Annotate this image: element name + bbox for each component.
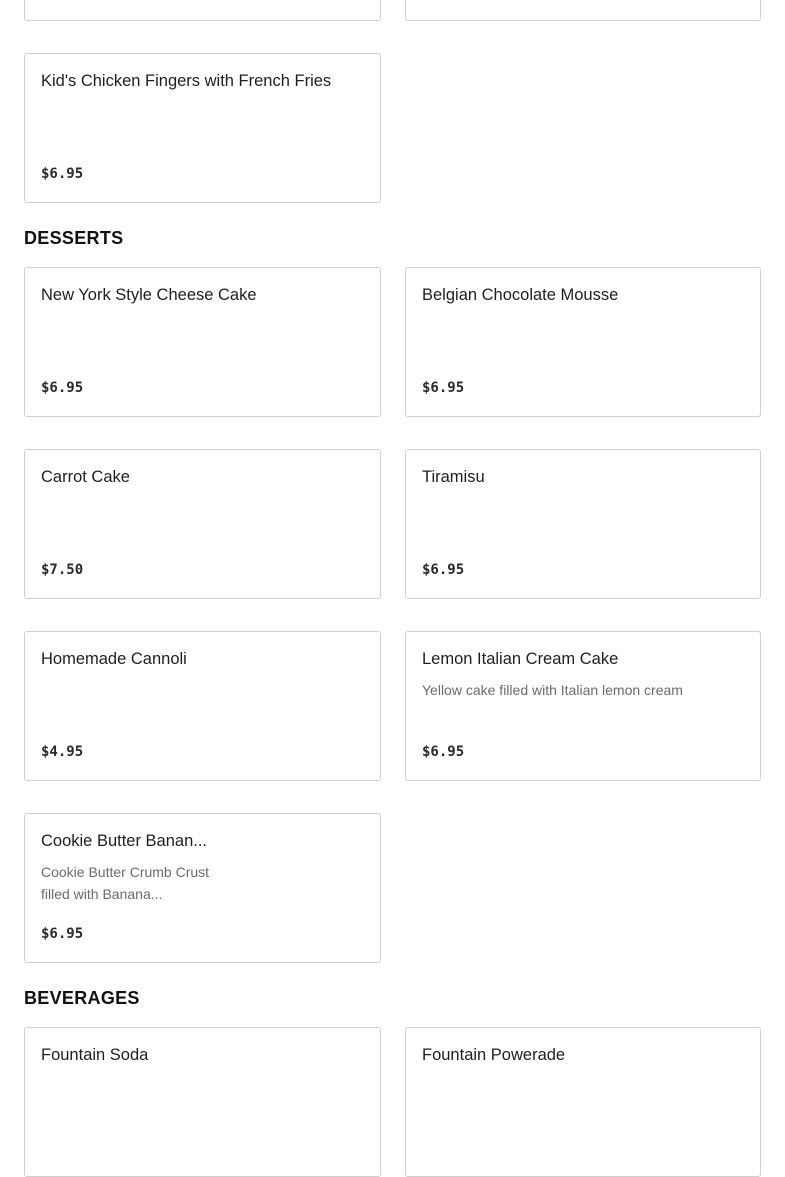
menu-item-card[interactable] xyxy=(405,449,761,599)
section-title-beverages: BEVERAGES xyxy=(24,988,140,1008)
menu-item-card[interactable] xyxy=(24,267,381,417)
menu-item-card[interactable] xyxy=(24,813,381,963)
menu-item-price: $6.95 xyxy=(41,380,84,396)
menu-item-description: Yellow cake filled with Italian lemon cream xyxy=(422,682,683,698)
menu-item-name: Homemade Cannoli xyxy=(41,650,187,668)
menu-item-card[interactable] xyxy=(24,0,381,21)
menu-item-name: Cookie Butter Banan... xyxy=(41,832,208,850)
menu-item-price: $6.95 xyxy=(41,926,84,942)
menu-item-name: Tiramisu xyxy=(422,468,485,486)
menu-item-card[interactable] xyxy=(24,1027,381,1177)
menu-item-name: Fountain Soda xyxy=(41,1046,149,1064)
menu-item-name: Lemon Italian Cream Cake xyxy=(422,650,619,668)
menu-item-price: $7.50 xyxy=(41,562,84,578)
menu-item-description-line: filled with Banana... xyxy=(41,886,163,902)
menu-item-name: Belgian Chocolate Mousse xyxy=(422,286,619,304)
menu-item-card[interactable] xyxy=(24,631,381,781)
menu-item-card[interactable] xyxy=(405,631,761,781)
menu-item-name: New York Style Cheese Cake xyxy=(41,286,257,304)
section-title-desserts: DESSERTS xyxy=(24,228,124,248)
menu-item-price: $4.95 xyxy=(41,744,84,760)
menu-item-description-line: Cookie Butter Crumb Crust xyxy=(41,864,210,880)
menu-item-name: Carrot Cake xyxy=(41,468,130,486)
menu-item-card[interactable] xyxy=(405,0,761,21)
menu-item-card[interactable] xyxy=(24,449,381,599)
menu-item-price: $6.95 xyxy=(422,744,465,760)
menu-item-price: $6.95 xyxy=(422,380,465,396)
menu-item-name: Fountain Powerade xyxy=(422,1046,566,1064)
menu-item-description xyxy=(41,861,209,905)
menu-item-name: Kid's Chicken Fingers with French Fries xyxy=(41,72,332,90)
menu-item-card[interactable] xyxy=(405,1027,761,1177)
menu-item-price: $6.95 xyxy=(422,562,465,578)
menu-item-card[interactable] xyxy=(405,267,761,417)
menu-item-price: $6.95 xyxy=(41,166,84,182)
menu-item-card[interactable] xyxy=(24,53,381,203)
